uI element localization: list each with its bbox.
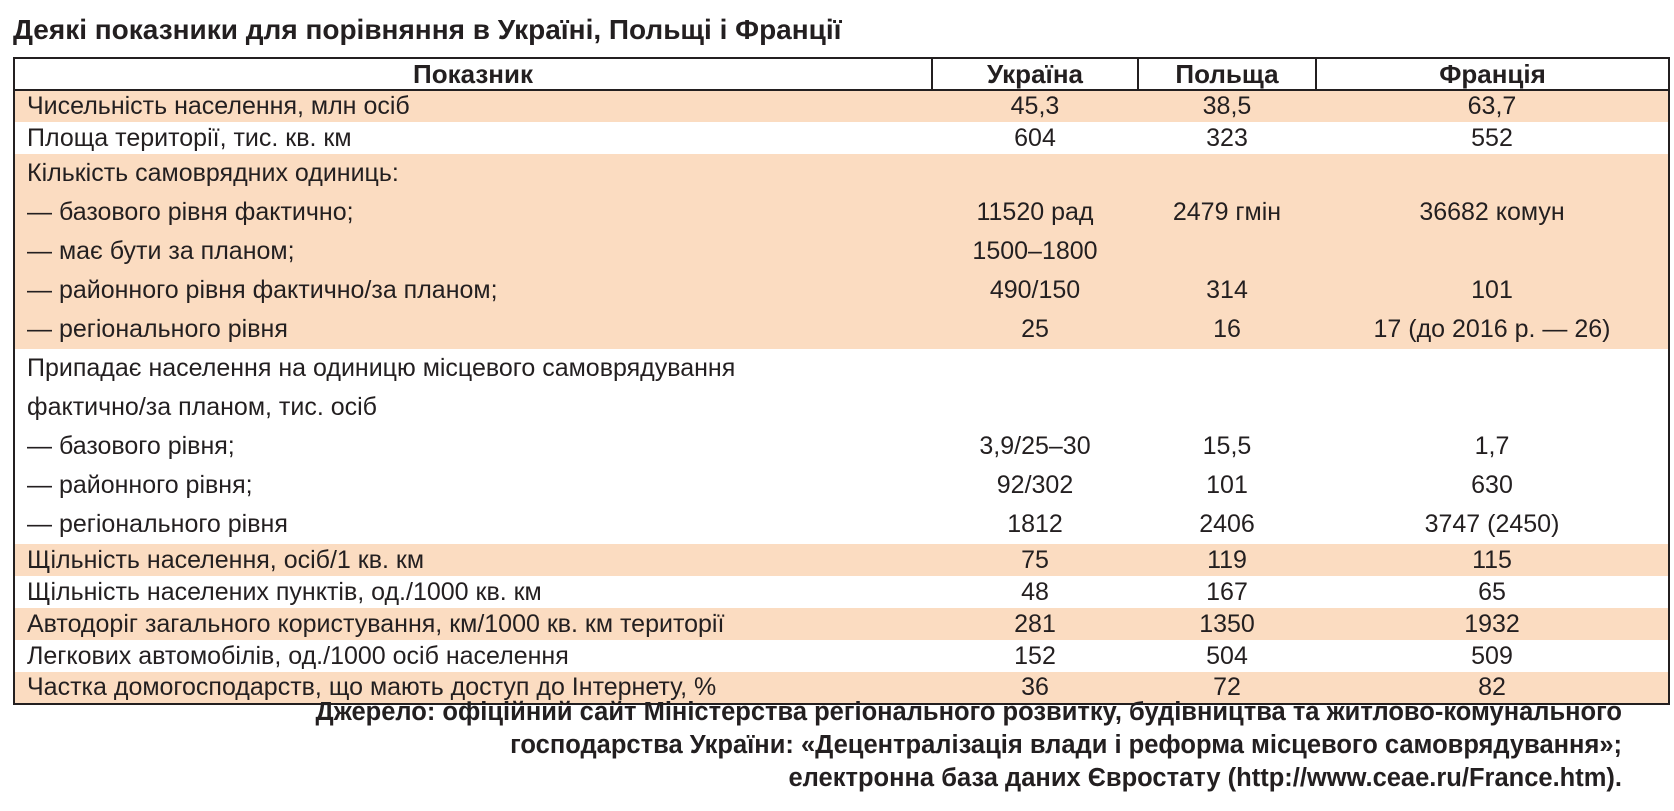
indicator-cell: — базового рівня; <box>27 432 235 460</box>
table-row <box>14 576 1669 608</box>
ukraine-cell <box>932 388 1138 427</box>
poland-cell: 38,5 <box>1138 90 1316 122</box>
table-row <box>14 505 1669 544</box>
poland-cell: 119 <box>1138 544 1316 576</box>
indicator-cell: Автодоріг загального користування, км/1000 кв. км території <box>14 608 932 640</box>
poland-cell <box>1138 388 1316 427</box>
table-row <box>14 349 1669 388</box>
poland-cell <box>1138 349 1316 388</box>
ukraine-cell: 25 <box>932 310 1138 349</box>
indicator-cell: фактично/за планом, тис. осіб <box>27 393 377 421</box>
ukraine-cell: 604 <box>1014 123 1056 152</box>
poland-cell: 504 <box>1206 641 1248 670</box>
table-row <box>14 122 1669 154</box>
france-cell <box>1316 232 1669 271</box>
france-cell: 101 <box>1316 271 1669 310</box>
ukraine-cell: 1500–1800 <box>932 232 1138 271</box>
indicator-cell: — має бути за планом; <box>14 232 932 271</box>
indicator-cell: Частка домогосподарств, що мають доступ до Інтернету, % <box>14 672 932 704</box>
france-cell: 630 <box>1471 471 1513 499</box>
table-row <box>14 608 1669 640</box>
comparison-table <box>13 57 1670 705</box>
table-row <box>14 232 1669 271</box>
france-cell <box>1316 388 1669 427</box>
ukraine-cell: 48 <box>1021 577 1049 606</box>
indicator-cell: — регіонального рівня <box>27 510 288 538</box>
indicator-cell: Припадає населення на одиницю місцевого самоврядування <box>27 354 736 382</box>
table-row <box>14 388 1669 427</box>
indicator-cell: Чисельність населення, млн осіб <box>14 90 932 122</box>
indicator-cell: Площа території, тис. кв. км <box>27 123 352 152</box>
table-row <box>14 640 1669 672</box>
table-row <box>14 90 1669 122</box>
source-note <box>316 696 1622 795</box>
indicator-cell: — базового рівня фактично; <box>14 193 932 232</box>
table-body <box>14 90 1669 704</box>
poland-cell <box>1138 232 1316 271</box>
table-row <box>14 466 1669 505</box>
ukraine-cell: 36 <box>932 672 1138 704</box>
france-cell <box>1316 154 1669 193</box>
ukraine-cell: 281 <box>932 608 1138 640</box>
source-line: господарства України: «Децентралізація влади і реформа місцевого самоврядування»; <box>510 731 1622 759</box>
source-line: Джерело: офіційний сайт Міністерства регіонального розвитку, будівництва та житлово-комунального <box>315 698 1622 726</box>
table-row <box>14 193 1669 232</box>
indicator-cell: — районного рівня; <box>27 471 253 499</box>
poland-cell: 2479 гмін <box>1138 193 1316 232</box>
ukraine-cell: 11520 рад <box>932 193 1138 232</box>
poland-cell: 72 <box>1138 672 1316 704</box>
ukraine-cell: 75 <box>932 544 1138 576</box>
ukraine-cell: 490/150 <box>932 271 1138 310</box>
poland-cell: 1350 <box>1138 608 1316 640</box>
poland-cell: 2406 <box>1199 510 1255 538</box>
indicator-cell: Щільність населених пунктів, од./1000 кв. км <box>27 577 542 606</box>
header-row <box>14 58 1669 90</box>
france-cell: 63,7 <box>1316 90 1669 122</box>
france-cell: 65 <box>1478 577 1506 606</box>
ukraine-cell <box>932 154 1138 193</box>
header-poland: Польща <box>1138 58 1316 90</box>
france-cell: 82 <box>1316 672 1669 704</box>
poland-cell: 323 <box>1206 123 1248 152</box>
france-cell: 36682 комун <box>1316 193 1669 232</box>
table-header <box>14 58 1669 90</box>
table-row <box>14 427 1669 466</box>
ukraine-cell <box>932 349 1138 388</box>
indicator-cell: Кількість самоврядних одиниць: <box>14 154 932 193</box>
france-cell: 1,7 <box>1474 432 1510 460</box>
france-cell: 3747 (2450) <box>1424 510 1560 538</box>
header-ukraine: Україна <box>932 58 1138 90</box>
table-row <box>14 544 1669 576</box>
france-cell: 1932 <box>1316 608 1669 640</box>
france-cell: 17 (до 2016 р. — 26) <box>1316 310 1669 349</box>
table-row <box>14 310 1669 349</box>
header-france: Франція <box>1316 58 1669 90</box>
france-cell: 552 <box>1471 123 1513 152</box>
ukraine-cell: 45,3 <box>932 90 1138 122</box>
poland-cell: 314 <box>1138 271 1316 310</box>
france-cell <box>1316 349 1669 388</box>
poland-cell: 15,5 <box>1202 432 1252 460</box>
source-line: електронна база даних Євростату (http://www.ceae.ru/France.htm). <box>788 764 1622 792</box>
ukraine-cell: 92/302 <box>996 471 1074 499</box>
poland-cell <box>1138 154 1316 193</box>
header-indicator: Показник <box>14 58 932 90</box>
france-cell: 509 <box>1471 641 1513 670</box>
table-title: Деякі показники для порівняння в Україні, Польщі і Франції <box>13 14 842 45</box>
ukraine-cell: 1812 <box>1007 510 1063 538</box>
indicator-cell: — регіонального рівня <box>14 310 932 349</box>
table-row <box>14 154 1669 193</box>
indicator-cell: — районного рівня фактично/за планом; <box>14 271 932 310</box>
table-row <box>14 271 1669 310</box>
indicator-cell: Щільність населення, осіб/1 кв. км <box>14 544 932 576</box>
france-cell: 115 <box>1316 544 1669 576</box>
poland-cell: 16 <box>1138 310 1316 349</box>
indicator-cell: Легкових автомобілів, од./1000 осіб населення <box>27 641 569 670</box>
poland-cell: 101 <box>1206 471 1248 499</box>
ukraine-cell: 3,9/25–30 <box>979 432 1091 460</box>
ukraine-cell: 152 <box>1014 641 1056 670</box>
poland-cell: 167 <box>1206 577 1248 606</box>
